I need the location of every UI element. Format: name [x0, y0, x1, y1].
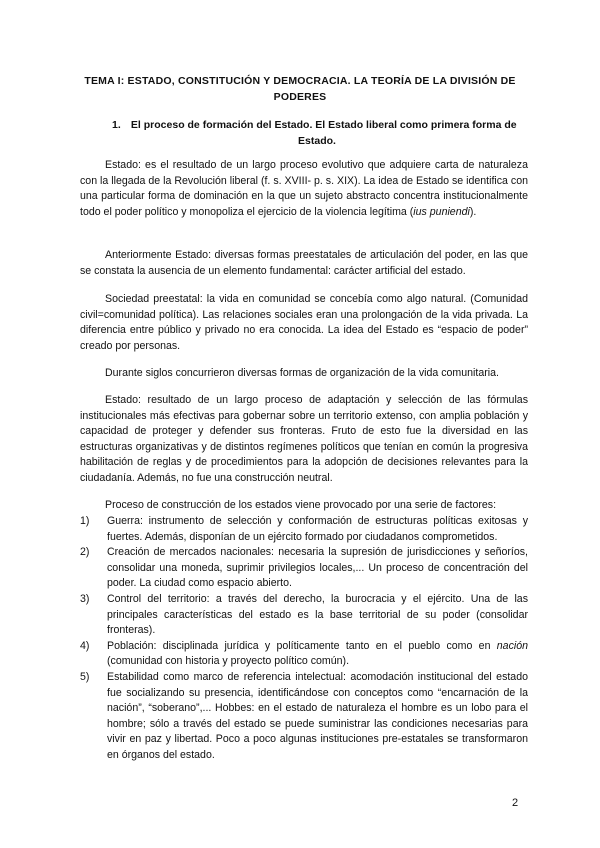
section-heading [112, 117, 522, 149]
paragraph-estado-definition [80, 158, 528, 220]
page-number: 2 [512, 797, 519, 809]
section-number: 1. [112, 119, 121, 131]
list-text: Población: disciplinada jurídica y políticamente tanto en el pueblo como en [107, 639, 497, 652]
list-item [80, 670, 528, 764]
italic-term: nación [496, 639, 528, 652]
list-item [80, 514, 528, 545]
paragraph-estado-resultado: Estado: resultado de un largo proceso de adaptación y selección de las fórmulas institucionales más efectivas para gobernar sobre un territorio extenso, con amplia población y capacidad de proteger y defender sus fronteras. Fruto de esto fue la diversidad en las estructuras organizativas y de distintos regímenes políticos que tenían en común la progresiva habilitación de reglas y de procedimientos para la adopción de decisiones relevantes para la ciudadanía. Además, no fue una construcción neutral. [80, 394, 528, 484]
list-text: (comunidad con historia y proyecto político común). [107, 655, 350, 668]
list-marker: 4) [80, 639, 90, 652]
list-text: Creación de mercados nacionales: necesaria la supresión de jurisdicciones y señoríos, consolidar una moneda, suprimir privilegios locales,... Un proceso de concentración del poder. La ciudad como espacio abierto. [107, 546, 528, 590]
list-text: Guerra: instrumento de selección y conformación de estructuras políticas exitosas y fuertes. Además, disponían de un ejército formado por ciudadanos comprometidos. [107, 515, 528, 543]
paragraph-text: Estado: es el resultado de un largo proceso evolutivo que adquiere carta de naturaleza con la llegada de la Revolución liberal (f. s. XVIII- p. s. XIX). La idea de Estado se identifica con una particular forma de dominación en la que un sujeto abstracto concentra institucionalmente todo el poder político y monopoliza el ejercicio de la violencia legítima ( [80, 159, 528, 218]
paragraph-proceso-construccion: Proceso de construcción de los estados viene provocado por una serie de factores: [105, 499, 497, 511]
list-marker: 5) [80, 670, 90, 683]
list-item [80, 639, 528, 670]
section-title-line2: Estado. [298, 135, 336, 147]
chapter-title: TEMA I: ESTADO, CONSTITUCIÓN Y DEMOCRACIA. LA TEORÍA DE LA DIVISIÓN DE PODERES [84, 75, 516, 103]
list-text: Estabilidad como marco de referencia intelectual: acomodación institucional del estado fue socializando su presencia, identificándose con conceptos como “encarnación de la nación”, “soberano”,... Hobbes: en el estado de naturaleza el hombre es un lobo para el hombre; sólo a través del estado se puede suministrar las condiciones necesarias para vivir en paz y libertad. Poco a poco algunas instituciones pre-estatales se transformaron en órganos del estado. [107, 670, 528, 761]
paragraph-durante-siglos: Durante siglos concurrieron diversas formas de organización de la vida comunitaria. [105, 367, 499, 379]
list-marker: 1) [80, 515, 90, 527]
paragraph-sociedad-preestatal: Sociedad preestatal: la vida en comunidad se concebía como algo natural. (Comunidad civil=comunidad política). Las relaciones sociales eran una prolongación de la vida privada. La diferencia entre público y privado no era conocida. La idea del Estado es “espacio de poder” creado por personas. [80, 293, 528, 352]
italic-term: ius puniendi [413, 205, 470, 218]
factors-list [80, 514, 528, 764]
paragraph-text: ). [469, 205, 477, 218]
list-marker: 3) [80, 592, 90, 605]
list-item [80, 545, 528, 592]
list-item [80, 592, 528, 639]
paragraph-anteriormente: Anteriormente Estado: diversas formas preestatales de articulación del poder, en las que se constata la ausencia de un elemento fundamental: carácter artificial del estado. [80, 249, 528, 277]
list-text: Control del territorio: a través del derecho, la burocracia y el ejército. Una de las principales características del estado es la base territorial de su poder (consolidar fronteras). [107, 592, 528, 637]
section-title-line1: El proceso de formación del Estado. El Estado liberal como primera forma de [130, 119, 517, 131]
list-marker: 2) [80, 546, 90, 559]
